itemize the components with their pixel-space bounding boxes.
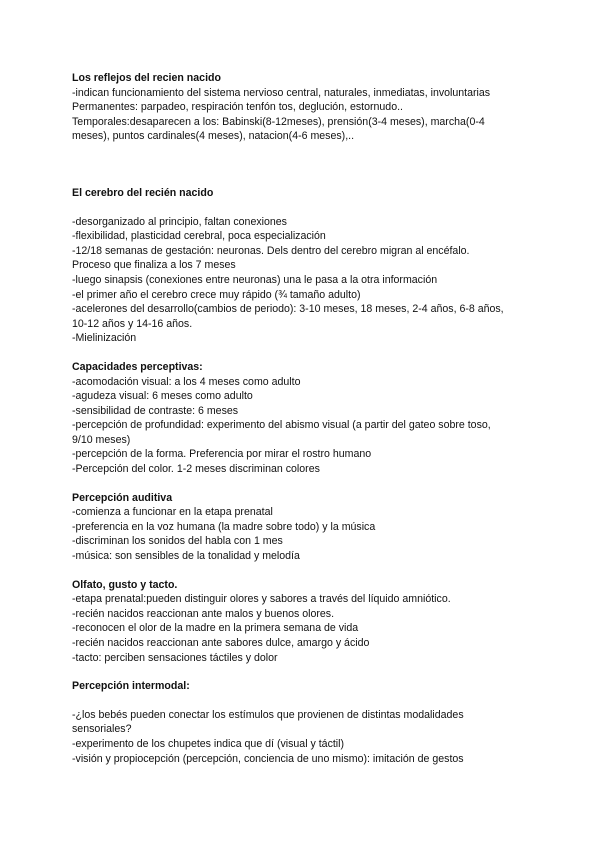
text-line: Temporales:desaparecen a los: Babinski(8-12meses), prensión(3-4 meses), marcha(0-4 — [72, 115, 485, 128]
text-line: -percepción de la forma. Preferencia por mirar el rostro humano — [72, 448, 372, 461]
text-line: -sensibilidad de contraste: 6 meses — [72, 404, 239, 417]
text-line: -visión y propiocepción (percepción, conciencia de uno mismo): imitación de gestos — [72, 752, 464, 765]
text-line: -preferencia en la voz humana (la madre sobre todo) y la música — [72, 520, 376, 533]
text-line: -percepción de profundidad: experimento del abismo visual (a partir del gateo sobre toso, — [72, 419, 491, 432]
text-line: -reconocen el olor de la madre en la primera semana de vida — [72, 622, 359, 635]
text-line: Proceso que finaliza a los 7 meses — [72, 259, 236, 272]
text-line: -luego sinapsis (conexiones entre neuronas) una le pasa a la otra información — [72, 273, 438, 286]
text-line: -desorganizado al principio, faltan conexiones — [72, 215, 287, 228]
text-line: -recién nacidos reaccionan ante sabores dulce, amargo y ácido — [72, 637, 370, 649]
text-line: -flexibilidad, plasticidad cerebral, poca especialización — [72, 230, 326, 243]
text-line: -Mielinización — [72, 332, 137, 345]
text-line: -el primer año el cerebro crece muy rápido (¾ tamaño adulto) — [72, 288, 361, 301]
text-line: 9/10 meses) — [72, 433, 131, 446]
text-line: 10-12 años y 14-16 años. — [72, 317, 193, 330]
text-line: meses), puntos cardinales(4 meses), natacion(4-6 meses),.. — [72, 130, 355, 143]
heading-olfato: Olfato, gusto y tacto. — [72, 578, 178, 591]
text-line: Permanentes: parpadeo, respiración tenfón tos, deglución, estornudo.. — [72, 101, 403, 114]
text-line: -comienza a funcionar en la etapa prenatal — [72, 506, 273, 519]
text-line: -recién nacidos reaccionan ante malos y buenos olores. — [72, 607, 335, 620]
text-line: -música: son sensibles de la tonalidad y melodía — [72, 550, 300, 563]
text-line: -Percepción del color. 1-2 meses discriminan colores — [72, 463, 320, 476]
text-line: -indican funcionamiento del sistema nervioso central, naturales, inmediatas, involuntarias — [72, 86, 491, 99]
text-line: -12/18 semanas de gestación: neuronas. Dels dentro del cerebro migran al encéfalo. — [72, 244, 470, 257]
text-line: -tacto: perciben sensaciones táctiles y dolor — [72, 651, 278, 664]
heading-cerebro: El cerebro del recién nacido — [72, 186, 214, 199]
heading-auditiva: Percepción auditiva — [72, 491, 173, 504]
text-line: -¿los bebés pueden conectar los estímulos que provienen de distintas modalidades — [72, 708, 464, 721]
text-line: -etapa prenatal:pueden distinguir olores y sabores a través del líquido amniótico. — [72, 593, 451, 606]
text-line: -experimento de los chupetes indica que dí (visual y táctil) — [72, 737, 345, 750]
heading-reflejos: Los reflejos del recien nacido — [72, 72, 221, 84]
text-line: sensoriales? — [72, 723, 132, 736]
text-line: -acomodación visual: a los 4 meses como adulto — [72, 375, 301, 388]
text-line: -discriminan los sonidos del habla con 1 mes — [72, 535, 283, 548]
heading-perceptivas: Capacidades perceptivas: — [72, 360, 203, 373]
document-page — [72, 71, 532, 766]
text-line: -agudeza visual: 6 meses como adulto — [72, 390, 253, 403]
text-line: -acelerones del desarrollo(cambios de periodo): 3-10 meses, 18 meses, 2-4 años, 6-8 años, — [72, 303, 504, 316]
heading-intermodal: Percepción intermodal: — [72, 680, 190, 693]
